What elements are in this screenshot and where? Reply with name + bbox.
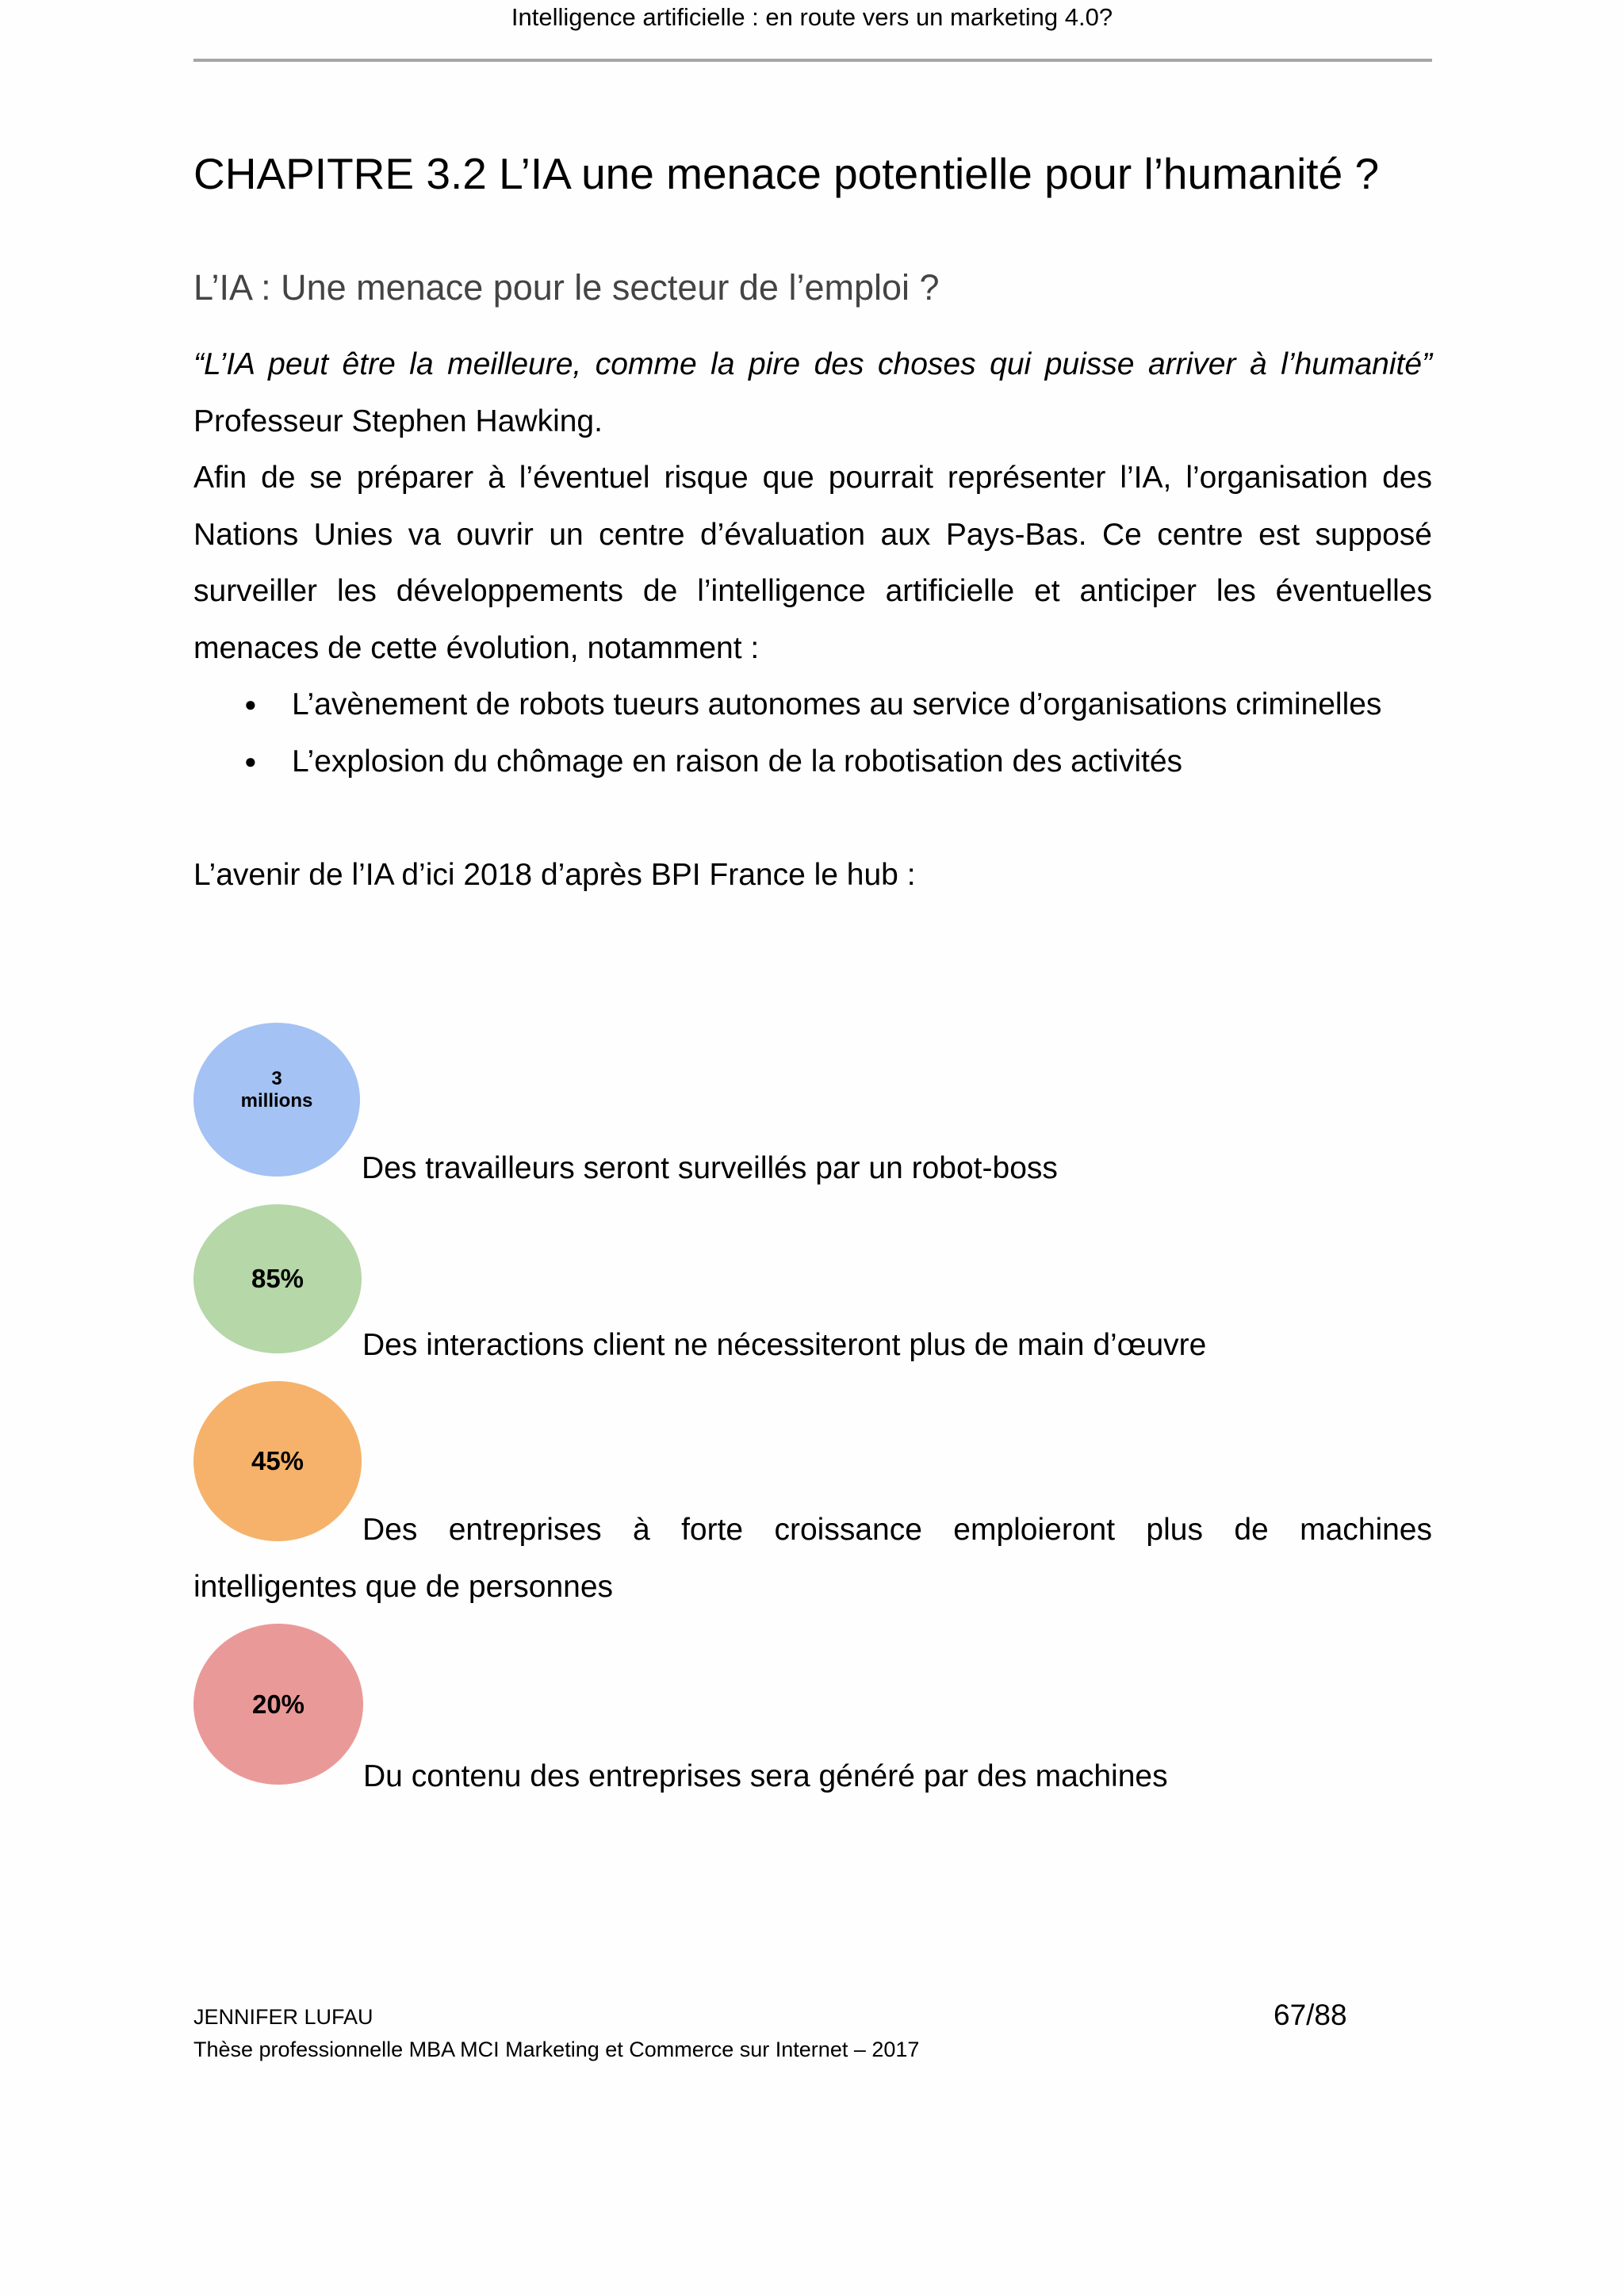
stat-text-interactions: Des interactions client ne nécessiteront plus de main d’œuvre — [362, 1328, 1207, 1362]
stat-text-line: intelligentes que de personnes — [193, 1569, 614, 1604]
hawking-quote: “L’IA peut être la meilleure, comme la pire des choses qui puisse arriver à l’humanité” — [193, 347, 1432, 381]
stat-text-content: Du contenu des entreprises sera généré par des machines — [363, 1759, 1168, 1793]
bullet-icon: ● — [244, 748, 257, 773]
running-header: Intelligence artificielle : en route vers un marketing 4.0? — [511, 3, 1113, 31]
footer-thesis: Thèse professionnelle MBA MCI Marketing et Commerce sur Internet – 2017 — [193, 2038, 920, 2061]
page-number: 67/88 — [1274, 1999, 1347, 2031]
stat-circle-interactions — [193, 1204, 362, 1353]
stat-text-line: Des entreprises à forte croissance emploieront plus de machines — [362, 1513, 1432, 1547]
footer-author: JENNIFER LUFAU — [193, 2005, 373, 2029]
stats-intro: L’avenir de l’IA d’ici 2018 d’après BPI France le hub : — [193, 857, 916, 892]
header-divider — [193, 59, 1432, 62]
stat-circle-workers — [193, 1023, 360, 1177]
threat-list — [193, 676, 1432, 790]
section-title: L’IA : Une menace pour le secteur de l’emploi ? — [193, 267, 940, 308]
list-item — [193, 733, 1432, 790]
quote-attribution: Professeur Stephen Hawking. — [193, 404, 603, 438]
stat-value: 3 millions — [240, 1068, 313, 1112]
stat-text-workers: Des travailleurs seront surveillés par un robot-boss — [362, 1151, 1058, 1185]
stat-value: 85% — [251, 1264, 304, 1293]
stat-value: 45% — [251, 1446, 304, 1475]
list-item — [193, 676, 1432, 733]
body-text — [193, 336, 1432, 903]
un-paragraph: Afin de se préparer à l’éventuel risque que pourrait représenter l’IA, l’organisation des Nations Unies va ouvrir un centre d’évaluation aux Pays-Bas. Ce centre est supposé surveiller les développements de l’intelligence artificielle et anticiper les éventuelles menaces de cette évolution, notamment : — [193, 461, 1432, 665]
list-item-text: L’avènement de robots tueurs autonomes au service d’organisations criminelles — [292, 687, 1382, 721]
list-item-text: L’explosion du chômage en raison de la robotisation des activités — [292, 744, 1183, 779]
stat-value: 20% — [251, 1689, 305, 1719]
stat-circle-content — [193, 1624, 363, 1785]
chapter-title: CHAPITRE 3.2 L’IA une menace potentielle pour l’humanité ? — [193, 149, 1380, 198]
bullet-icon: ● — [244, 692, 257, 716]
stat-text-companies — [193, 1502, 1432, 1615]
